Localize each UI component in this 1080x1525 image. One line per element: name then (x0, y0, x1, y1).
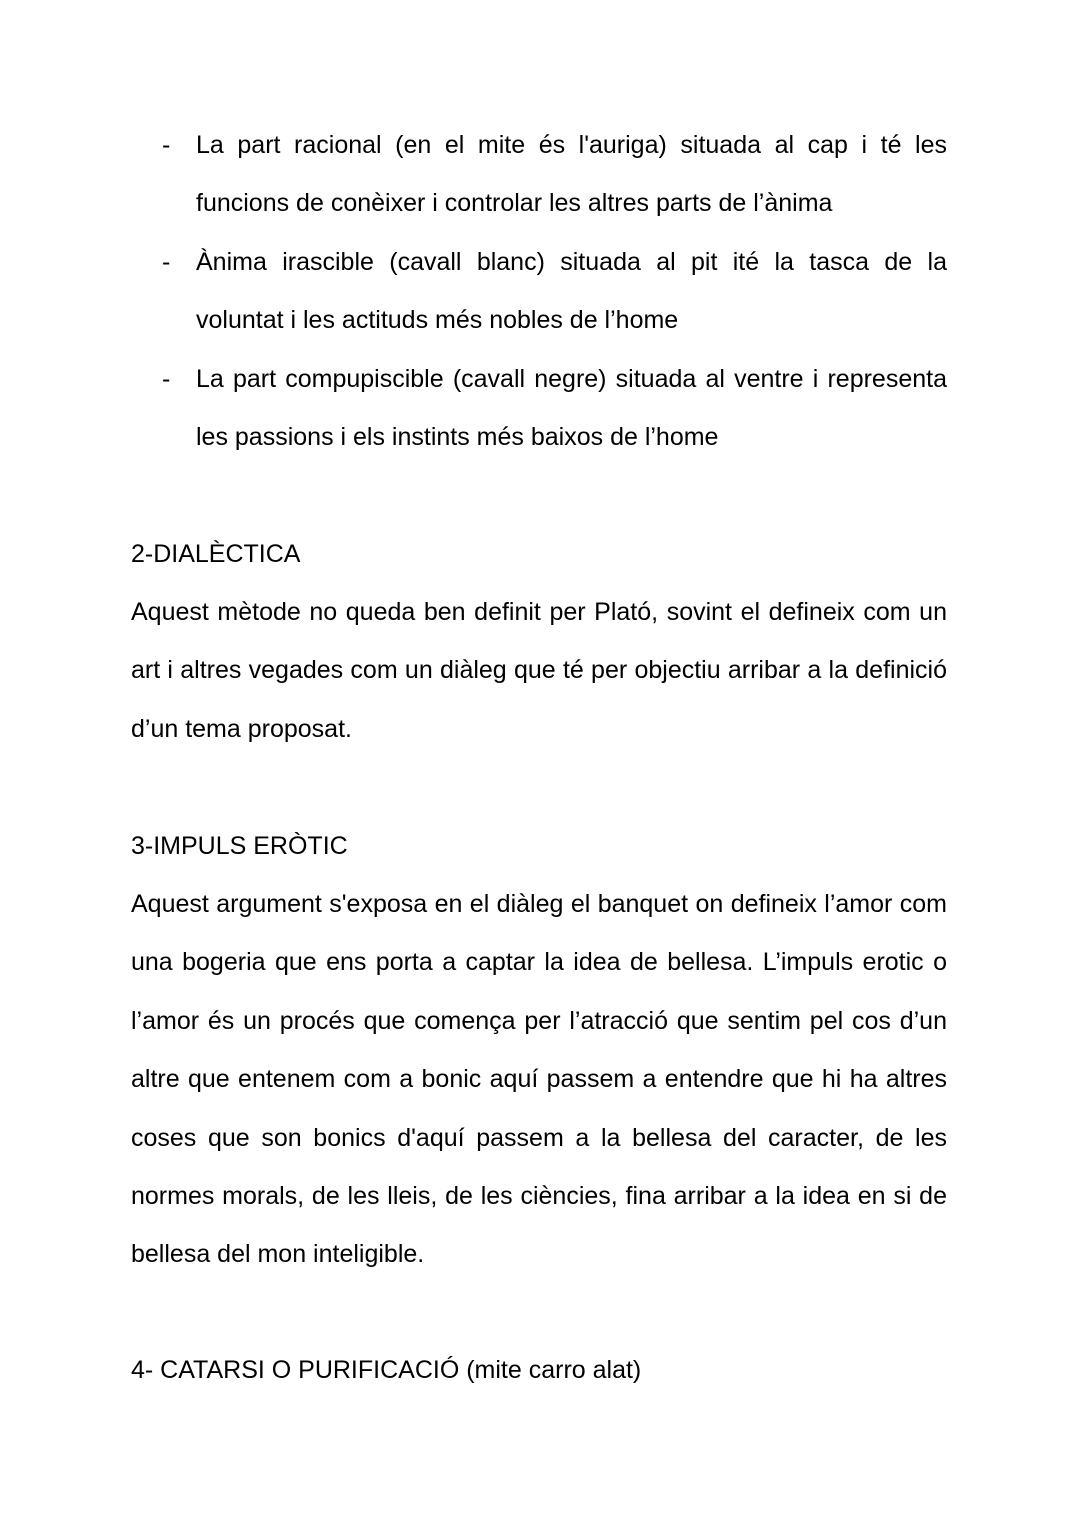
list-item (131, 233, 947, 350)
bullet-dash: - (162, 131, 171, 159)
section-body-dialectica: Aquest mètode no queda ben definit per Plató, sovint el defineix com un art i altres vegades com un diàleg que té per objectiu arribar a la definició d’un tema proposat. (131, 598, 947, 743)
list-item-text: La part compupiscible (cavall negre) situada al ventre i representa les passions i els instints més baixos de l’home (196, 364, 947, 452)
list-item-text: Ànima irascible (cavall blanc) situada al pit ité la tasca de la voluntat i les actituds més nobles de l’home (196, 247, 947, 335)
section-heading-catharsis: 4- CATARSI O PURIFICACIÓ (mite carro alat) (131, 1356, 642, 1384)
bullet-dash: - (162, 364, 171, 393)
bullet-dash: - (162, 247, 171, 276)
section-body-erotic-impulse: Aquest argument s'exposa en el diàleg el banquet on defineix l’amor com una bogeria que ens porta a captar la idea de bellesa. L’impuls erotic o l’amor és un procés que comença per l’atracció que sentim pel cos d’un altre que entenem com a bonic aquí passem a entendre que hi ha altres coses que son bonics d'aquí passem a la bellesa del caracter, de les normes morals, de les lleis, de les ciències, fina arribar a la idea en si de bellesa del mon inteligible. (131, 890, 947, 1269)
soul-parts-list (131, 116, 947, 466)
list-item-text: La part racional (en el mite és l'auriga) situada al cap i té les funcions de conèixer i controlar les altres parts de l’ànima (196, 131, 947, 218)
section-heading-dialectica: 2-DIALÈCTICA (131, 540, 301, 568)
section-heading-erotic-impulse: 3-IMPULS ERÒTIC (131, 832, 348, 860)
list-item (131, 350, 947, 467)
list-item (131, 116, 947, 233)
